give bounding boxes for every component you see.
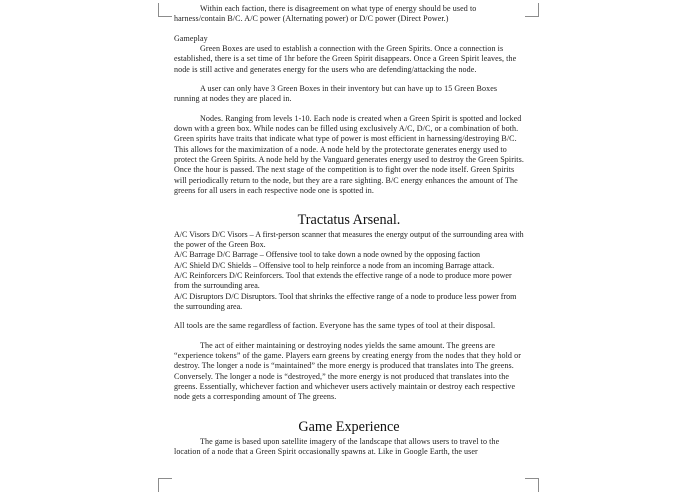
paragraph-inventory: A user can only have 3 Green Boxes in their inventory but can have up to 15 Green Boxes running at nodes they are placed in. xyxy=(174,84,498,104)
heading-game-experience: Game Experience xyxy=(298,418,400,435)
arsenal-item: A/C Visors D/C Visors – A first-person scanner that measures the energy output of the surrounding area with the power of the Green Box. xyxy=(174,229,524,249)
heading-block-game-experience xyxy=(174,419,524,436)
paragraph-spacer xyxy=(174,332,524,341)
crop-mark-top-left xyxy=(158,3,172,17)
arsenal-item-list xyxy=(174,230,524,313)
arsenal-item: A/C Disruptors D/C Disruptors. Tool that shrinks the effective range of a node to produce less power from the surrounding area. xyxy=(174,291,517,311)
paragraph-factions: Within each faction, there is disagreement on what type of energy should be used to harness/contain B/C. A/C power (Alternating power) or D/C power (Direct Power.) xyxy=(174,4,477,24)
heading-tractatus-arsenal: Tractatus Arsenal. xyxy=(297,211,401,228)
paragraph-green-boxes: Green Boxes are used to establish a connection with the Green Spirits. Once a connection is established, there is a set time of 1hr before the Green Spirit disappears. Once a Green Spirit leaves, the node is still active and generates energy for the users who are defending/attacking the node. xyxy=(174,44,517,74)
crop-mark-bottom-left xyxy=(158,478,172,492)
crop-mark-top-right xyxy=(525,3,539,17)
arsenal-item: A/C Reinforcers D/C Reinforcers. Tool that extends the effective range of a node to produce more power from the surrounding area. xyxy=(174,270,512,291)
paragraph-spacer xyxy=(174,75,524,84)
paragraph-all-tools: All tools are the same regardless of faction. Everyone has the same types of tool at their disposal. xyxy=(174,321,496,331)
paragraph-spacer xyxy=(174,105,524,114)
heading-block-arsenal xyxy=(174,212,524,229)
document-text-column xyxy=(174,4,524,457)
label-gameplay: Gameplay xyxy=(174,33,208,43)
paragraph-game-experience: The game is based upon satellite imagery of the landscape that allows users to travel to the location of a node that a Green Spirit occasionally spawns at. Like in Google Earth, the user xyxy=(174,436,500,456)
paragraph-spacer xyxy=(174,312,524,321)
crop-mark-bottom-right xyxy=(525,478,539,492)
paragraph-greens: The act of either maintaining or destroying nodes yields the same amount. The greens are “experience tokens” of the game. Players earn greens by creating energy from the nodes that they hold or destroy. The longer a node is “maintained” the more energy is produced that translates into The greens. Conversely. The longer a node is “destroyed,” the more energy is not produced that translates into the greens. Essentially, whichever faction and whichever users actively maintain or destroy each respective node gets a corresponding amount of The greens. xyxy=(174,340,521,402)
arsenal-item: A/C Barrage D/C Barrage – Offensive tool to take down a node owned by the opposing faction xyxy=(174,250,481,260)
paragraph-spacer xyxy=(174,25,524,34)
arsenal-item: A/C Shield D/C Shields – Offensive tool to help reinforce a node from an incoming Barrage attack. xyxy=(174,260,495,270)
paragraph-nodes: Nodes. Ranging from levels 1-10. Each node is created when a Green Spirit is spotted and locked down with a green box. While nodes can be filled using exclusively A/C, D/C, or a combination of both. Green spirits have traits that indicate what type of power is most efficient in harnessing/destroying B/C. This allows for the maximization of a node. A node held by the protectorate generates energy used to protect the Green Spirits. A node held by the Vanguard generates energy used to destroy the Green Spirits. Once the hour is passed. The next stage of the competition is to fight over the node itself. Green Spirits will periodically return to the node, but they are a rare sighting. B/C energy enhances the amount of The greens for all users in each respective node one is spotted in. xyxy=(174,113,524,196)
